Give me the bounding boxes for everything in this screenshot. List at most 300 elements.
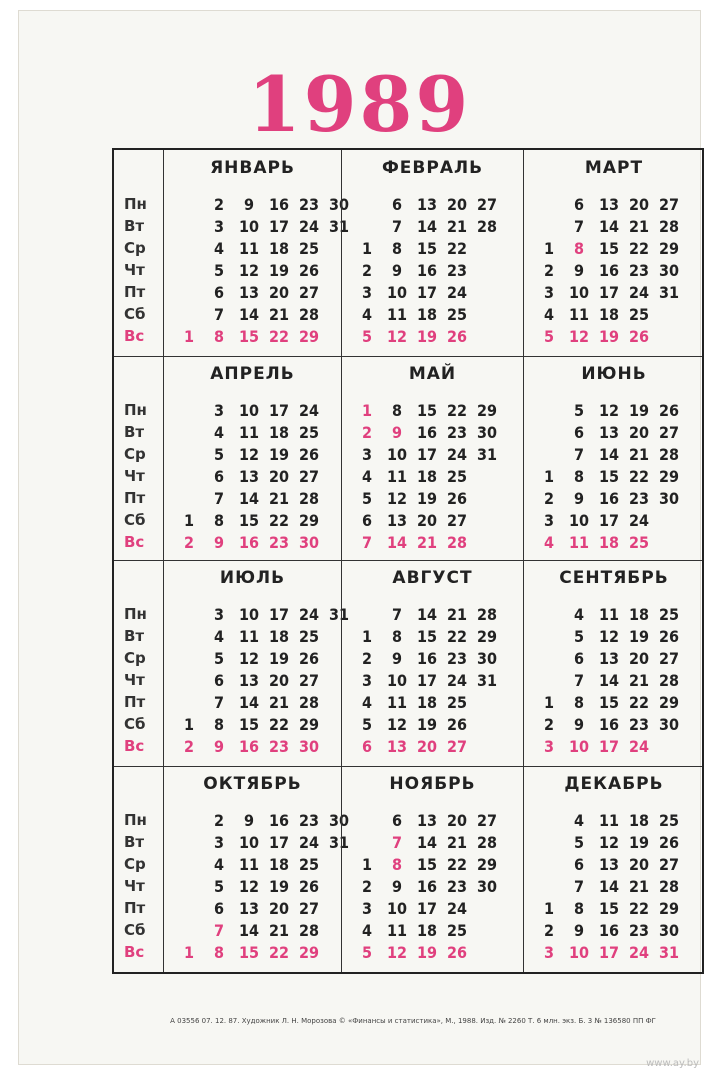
date-cell: 5 (361, 327, 372, 346)
date-cell: 4 (213, 239, 224, 258)
weekday-label: Пт (124, 899, 146, 917)
date-cell: 24 (298, 401, 320, 420)
date-cell: 20 (268, 671, 290, 690)
date-cell: 1 (361, 627, 372, 646)
weekday-label: Пн (124, 605, 147, 623)
weekday-label: Ср (124, 239, 146, 257)
date-cell: 27 (658, 195, 680, 214)
weekday-label: Чт (124, 671, 145, 689)
weekday-label: Сб (124, 715, 146, 733)
date-cell: 26 (658, 627, 680, 646)
date-cell: 27 (446, 737, 468, 756)
date-cell: 8 (573, 693, 584, 712)
date-cell: 28 (658, 445, 680, 464)
date-cell: 10 (238, 401, 260, 420)
date-cell: 30 (298, 533, 320, 552)
date-cell: 6 (573, 855, 584, 874)
date-cell: 5 (573, 833, 584, 852)
date-cell: 6 (213, 671, 224, 690)
date-cell: 27 (446, 511, 468, 530)
date-cell: 29 (658, 467, 680, 486)
date-cell: 29 (298, 511, 320, 530)
date-cell: 23 (446, 261, 468, 280)
date-cell: 12 (238, 445, 260, 464)
date-cell: 2 (543, 921, 554, 940)
date-cell: 14 (238, 921, 260, 940)
date-cell: 14 (416, 217, 438, 236)
date-cell: 13 (238, 283, 260, 302)
date-cell: 22 (446, 627, 468, 646)
date-cell: 28 (298, 921, 320, 940)
date-cell: 7 (213, 921, 224, 940)
date-cell: 27 (298, 467, 320, 486)
quarter-block (114, 560, 702, 766)
date-cell: 19 (416, 715, 438, 734)
date-cell: 22 (268, 327, 290, 346)
date-cell: 6 (213, 899, 224, 918)
date-cell: 6 (573, 423, 584, 442)
weekday-label: Чт (124, 467, 145, 485)
date-cell: 10 (386, 671, 408, 690)
date-cell: 19 (416, 489, 438, 508)
quarter-block (114, 356, 702, 560)
date-cell: 29 (476, 855, 498, 874)
date-cell: 11 (386, 921, 408, 940)
calendar-grid (112, 148, 704, 974)
weekday-label: Пн (124, 195, 147, 213)
date-cell: 7 (391, 605, 402, 624)
date-cell: 5 (361, 715, 372, 734)
date-cell: 24 (298, 833, 320, 852)
date-cell: 2 (543, 489, 554, 508)
weekday-column (114, 560, 164, 766)
month-name: ФЕВРАЛЬ (381, 158, 484, 178)
date-cell: 2 (361, 649, 372, 668)
month-name: ОКТЯБРЬ (203, 774, 302, 794)
date-cell: 26 (628, 327, 650, 346)
date-cell: 9 (573, 921, 584, 940)
date-cell: 12 (386, 489, 408, 508)
date-cell: 23 (628, 261, 650, 280)
date-cell: 1 (183, 327, 194, 346)
date-cell: 2 (543, 261, 554, 280)
date-cell: 21 (628, 671, 650, 690)
date-cell: 9 (243, 195, 254, 214)
date-cell: 12 (386, 327, 408, 346)
date-cell: 3 (361, 671, 372, 690)
date-cell: 11 (386, 693, 408, 712)
date-cell: 25 (658, 811, 680, 830)
date-cell: 1 (543, 467, 554, 486)
date-cell: 13 (238, 899, 260, 918)
date-cell: 10 (238, 217, 260, 236)
date-cell: 2 (361, 877, 372, 896)
date-cell: 31 (476, 445, 498, 464)
date-cell: 9 (573, 489, 584, 508)
date-cell: 10 (568, 283, 590, 302)
date-cell: 2 (213, 811, 224, 830)
date-cell: 28 (658, 671, 680, 690)
date-cell: 11 (568, 305, 590, 324)
date-cell: 14 (598, 445, 620, 464)
date-cell: 5 (573, 401, 584, 420)
date-cell: 21 (628, 445, 650, 464)
date-cell: 25 (446, 305, 468, 324)
date-cell: 14 (598, 217, 620, 236)
date-cell: 4 (213, 423, 224, 442)
date-cell: 4 (213, 627, 224, 646)
date-cell: 20 (446, 811, 468, 830)
date-cell: 6 (213, 283, 224, 302)
date-cell: 8 (213, 943, 224, 962)
date-cell: 27 (298, 283, 320, 302)
date-cell: 10 (386, 283, 408, 302)
date-cell: 30 (328, 195, 350, 214)
date-cell: 23 (446, 649, 468, 668)
date-cell: 23 (268, 533, 290, 552)
date-cell: 6 (361, 737, 372, 756)
date-cell: 27 (658, 855, 680, 874)
date-cell: 3 (543, 737, 554, 756)
date-cell: 2 (183, 737, 194, 756)
date-cell: 23 (298, 811, 320, 830)
date-cell: 16 (598, 715, 620, 734)
date-cell: 11 (386, 305, 408, 324)
date-cell: 18 (268, 423, 290, 442)
date-cell: 3 (213, 833, 224, 852)
date-cell: 12 (386, 943, 408, 962)
date-cell: 6 (573, 649, 584, 668)
date-cell: 8 (573, 899, 584, 918)
month-name: МАЙ (408, 364, 457, 384)
date-cell: 25 (298, 239, 320, 258)
date-cell: 8 (391, 401, 402, 420)
date-cell: 26 (446, 327, 468, 346)
date-cell: 9 (213, 737, 224, 756)
date-cell: 13 (598, 855, 620, 874)
date-cell: 11 (238, 855, 260, 874)
weekday-label: Пт (124, 693, 146, 711)
date-cell: 25 (628, 533, 650, 552)
row-divider (114, 356, 702, 357)
date-cell: 30 (298, 737, 320, 756)
month-name: НОЯБРЬ (389, 774, 476, 794)
date-cell: 30 (476, 649, 498, 668)
date-cell: 10 (568, 737, 590, 756)
date-cell: 31 (328, 605, 350, 624)
date-cell: 6 (361, 511, 372, 530)
date-cell: 22 (268, 511, 290, 530)
month-11 (341, 766, 523, 972)
date-cell: 20 (268, 467, 290, 486)
date-cell: 29 (298, 327, 320, 346)
date-cell: 16 (598, 489, 620, 508)
date-cell: 25 (446, 921, 468, 940)
date-cell: 1 (183, 511, 194, 530)
date-cell: 2 (361, 261, 372, 280)
date-cell: 1 (183, 715, 194, 734)
date-cell: 29 (476, 401, 498, 420)
date-cell: 21 (446, 833, 468, 852)
date-cell: 27 (658, 423, 680, 442)
date-cell: 1 (361, 401, 372, 420)
date-cell: 10 (386, 445, 408, 464)
date-cell: 5 (213, 877, 224, 896)
date-cell: 31 (328, 217, 350, 236)
date-cell: 23 (446, 423, 468, 442)
date-cell: 29 (658, 239, 680, 258)
date-cell: 21 (628, 217, 650, 236)
date-cell: 18 (628, 605, 650, 624)
date-cell: 11 (238, 239, 260, 258)
weekday-column (114, 356, 164, 560)
date-cell: 24 (446, 899, 468, 918)
date-cell: 12 (238, 877, 260, 896)
date-cell: 30 (328, 811, 350, 830)
date-cell: 8 (573, 467, 584, 486)
weekday-label: Сб (124, 921, 146, 939)
date-cell: 16 (238, 737, 260, 756)
date-cell: 5 (213, 445, 224, 464)
date-cell: 11 (238, 423, 260, 442)
date-cell: 1 (543, 693, 554, 712)
date-cell: 24 (446, 671, 468, 690)
date-cell: 10 (238, 605, 260, 624)
date-cell: 19 (268, 877, 290, 896)
watermark: www.ay.by (646, 1058, 699, 1069)
date-cell: 14 (416, 605, 438, 624)
weekday-label: Вт (124, 833, 145, 851)
month-5 (341, 356, 523, 560)
date-cell: 1 (361, 239, 372, 258)
month-name: АПРЕЛЬ (210, 364, 295, 384)
date-cell: 31 (658, 283, 680, 302)
date-cell: 12 (598, 401, 620, 420)
date-cell: 16 (598, 261, 620, 280)
date-cell: 21 (268, 693, 290, 712)
date-cell: 18 (416, 921, 438, 940)
date-cell: 9 (213, 533, 224, 552)
date-cell: 28 (476, 833, 498, 852)
date-cell: 30 (658, 489, 680, 508)
weekday-label: Вт (124, 627, 145, 645)
date-cell: 13 (238, 467, 260, 486)
date-cell: 7 (361, 533, 372, 552)
date-cell: 22 (446, 401, 468, 420)
date-cell: 19 (268, 445, 290, 464)
date-cell: 28 (658, 877, 680, 896)
weekday-label: Ср (124, 445, 146, 463)
date-cell: 3 (361, 899, 372, 918)
date-cell: 11 (598, 605, 620, 624)
weekday-label: Вс (124, 327, 145, 345)
date-cell: 4 (543, 533, 554, 552)
date-cell: 12 (568, 327, 590, 346)
date-cell: 28 (298, 305, 320, 324)
date-cell: 15 (416, 855, 438, 874)
date-cell: 14 (238, 305, 260, 324)
date-cell: 18 (268, 627, 290, 646)
date-cell: 9 (391, 261, 402, 280)
date-cell: 30 (658, 715, 680, 734)
date-cell: 12 (238, 649, 260, 668)
date-cell: 29 (658, 899, 680, 918)
date-cell: 13 (386, 511, 408, 530)
date-cell: 24 (446, 283, 468, 302)
date-cell: 31 (476, 671, 498, 690)
date-cell: 20 (416, 511, 438, 530)
month-name: МАРТ (584, 158, 644, 178)
date-cell: 17 (268, 833, 290, 852)
month-name: ИЮНЬ (581, 364, 647, 384)
date-cell: 4 (573, 605, 584, 624)
date-cell: 16 (238, 533, 260, 552)
weekday-label: Вт (124, 423, 145, 441)
date-cell: 25 (446, 467, 468, 486)
date-cell: 9 (391, 423, 402, 442)
date-cell: 24 (446, 445, 468, 464)
date-cell: 30 (658, 261, 680, 280)
date-cell: 25 (298, 855, 320, 874)
date-cell: 18 (628, 811, 650, 830)
date-cell: 7 (573, 217, 584, 236)
date-cell: 6 (391, 195, 402, 214)
date-cell: 26 (658, 833, 680, 852)
date-cell: 29 (298, 715, 320, 734)
date-cell: 22 (268, 943, 290, 962)
date-cell: 28 (298, 489, 320, 508)
date-cell: 8 (573, 239, 584, 258)
date-cell: 17 (416, 899, 438, 918)
weekday-label: Пн (124, 401, 147, 419)
date-cell: 8 (391, 627, 402, 646)
date-cell: 4 (361, 693, 372, 712)
date-cell: 22 (268, 715, 290, 734)
date-cell: 7 (213, 693, 224, 712)
date-cell: 26 (298, 445, 320, 464)
date-cell: 12 (238, 261, 260, 280)
date-cell: 29 (658, 693, 680, 712)
date-cell: 21 (268, 305, 290, 324)
date-cell: 14 (598, 671, 620, 690)
date-cell: 1 (543, 899, 554, 918)
date-cell: 17 (598, 737, 620, 756)
date-cell: 25 (298, 627, 320, 646)
date-cell: 25 (658, 605, 680, 624)
date-cell: 21 (268, 921, 290, 940)
date-cell: 3 (361, 283, 372, 302)
imprint-line: А 03556 07. 12. 87. Художник Л. Н. Морозова © «Финансы и статистика», М., 1988. Изд. № 2260 Т. 6 млн. экз. Б. 3 № 136580 ПП ФГ (170, 1017, 656, 1025)
date-cell: 22 (446, 855, 468, 874)
date-cell: 15 (416, 239, 438, 258)
date-cell: 4 (573, 811, 584, 830)
date-cell: 23 (446, 877, 468, 896)
date-cell: 16 (416, 877, 438, 896)
month-name: ЯНВАРЬ (210, 158, 295, 178)
date-cell: 20 (628, 649, 650, 668)
date-cell: 3 (543, 511, 554, 530)
date-cell: 3 (213, 217, 224, 236)
date-cell: 10 (568, 943, 590, 962)
weekday-label: Вс (124, 533, 145, 551)
date-cell: 22 (628, 693, 650, 712)
date-cell: 7 (391, 833, 402, 852)
date-cell: 17 (598, 283, 620, 302)
weekday-label: Вс (124, 943, 145, 961)
date-cell: 24 (628, 511, 650, 530)
date-cell: 9 (243, 811, 254, 830)
date-cell: 26 (298, 649, 320, 668)
date-cell: 29 (298, 943, 320, 962)
date-cell: 19 (268, 261, 290, 280)
date-cell: 19 (268, 649, 290, 668)
date-cell: 15 (416, 401, 438, 420)
date-cell: 20 (628, 855, 650, 874)
month-6 (523, 356, 704, 560)
date-cell: 13 (386, 737, 408, 756)
date-cell: 3 (543, 943, 554, 962)
date-cell: 13 (416, 811, 438, 830)
date-cell: 5 (543, 327, 554, 346)
date-cell: 22 (628, 467, 650, 486)
date-cell: 30 (476, 423, 498, 442)
date-cell: 2 (183, 533, 194, 552)
date-cell: 7 (573, 877, 584, 896)
date-cell: 7 (573, 671, 584, 690)
date-cell: 17 (598, 943, 620, 962)
date-cell: 21 (446, 217, 468, 236)
date-cell: 31 (658, 943, 680, 962)
date-cell: 12 (386, 715, 408, 734)
date-cell: 10 (386, 899, 408, 918)
month-8 (341, 560, 523, 766)
date-cell: 15 (416, 627, 438, 646)
date-cell: 18 (268, 239, 290, 258)
date-cell: 15 (598, 467, 620, 486)
date-cell: 18 (598, 305, 620, 324)
date-cell: 18 (416, 467, 438, 486)
date-cell: 26 (446, 943, 468, 962)
date-cell: 14 (598, 877, 620, 896)
month-3 (523, 150, 704, 356)
month-2 (341, 150, 523, 356)
month-4 (164, 356, 341, 560)
month-7 (164, 560, 350, 766)
date-cell: 18 (268, 855, 290, 874)
date-cell: 11 (568, 533, 590, 552)
date-cell: 21 (628, 877, 650, 896)
date-cell: 2 (361, 423, 372, 442)
date-cell: 19 (628, 401, 650, 420)
date-cell: 10 (568, 511, 590, 530)
weekday-label: Чт (124, 261, 145, 279)
date-cell: 24 (628, 283, 650, 302)
date-cell: 5 (213, 649, 224, 668)
date-cell: 17 (416, 445, 438, 464)
date-cell: 4 (213, 855, 224, 874)
weekday-column (114, 766, 164, 972)
date-cell: 15 (238, 715, 260, 734)
date-cell: 13 (598, 649, 620, 668)
date-cell: 6 (573, 195, 584, 214)
date-cell: 3 (213, 605, 224, 624)
date-cell: 30 (658, 921, 680, 940)
date-cell: 25 (446, 693, 468, 712)
date-cell: 15 (598, 239, 620, 258)
date-cell: 1 (361, 855, 372, 874)
weekday-label: Вс (124, 737, 145, 755)
date-cell: 22 (446, 239, 468, 258)
